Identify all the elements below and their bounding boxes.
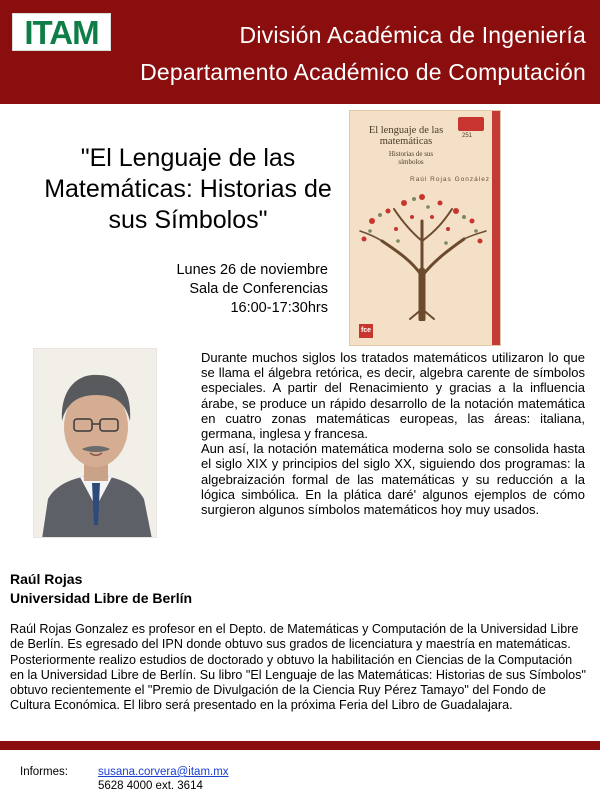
book-series-number: 251 [462, 133, 473, 139]
publisher-logo: fce [359, 324, 373, 338]
book-series-badge [458, 117, 484, 131]
book-author: Raúl Rojas González [410, 176, 491, 183]
speaker-name: Raúl Rojas [10, 571, 83, 587]
contact-label: Informes: [20, 766, 68, 778]
footer-divider [0, 741, 600, 750]
book-spine-stripe [492, 111, 500, 345]
contact-phone: 5628 4000 ext. 3614 [98, 780, 203, 792]
book-subtitle: Historias de sus símbolos [388, 150, 434, 166]
abstract-paragraph-1: Durante muchos siglos los tratados matemáticos utilizaron lo que se llama el álgebra retórica, es decir, algebra carente de símbolos especiales. A partir del Renacimiento y gracias a la influencia árabe, se produce un rápido desarrollo de la notación matemática en cuatro zonas matemáticas europeas, las áreas: italiana, germana, inglesa y francesa. [201, 350, 585, 442]
speaker-bio: Raúl Rojas Gonzalez es profesor en el Depto. de Matemáticas y Computación de la Universidad Libre de Berlín. Es egresado del IPN donde obtuvo sus grados de licenciatura y maestría en matemáticas. Posteriormente realizo estudios de doctorado y obtuvo la habilitación en Ciencias de la Computación en la Universidad Libre de Berlín. Su libro "El Lenguaje de las Matemáticas: Historias de sus Símbolos" obtuvo recientemente el "Premio de Divulgación de la Ciencia Ruy Pérez Tamayo" del Fondo de Cultura Económica. El libro será presentado en la próxima Feria del Libro de Guadalajara. [10, 622, 586, 713]
division-title: División Académica de Ingeniería [239, 22, 586, 48]
talk-title: "El Lenguaje de las Matemáticas: Historias de sus Símbolos" [44, 144, 332, 234]
event-info [150, 261, 328, 318]
book-title: El lenguaje de las matemáticas [368, 125, 444, 147]
department-title: Departamento Académico de Computación [140, 59, 586, 85]
abstract-paragraph-2: Aun así, la notación matemática moderna solo se consolida hasta el siglo XIX y principios del siglo XX, siguiendo dos programas: la algebraización formal de las matemáticas y su reducción a la lógica simbólica. En la plática daré' algunos ejemplos de cómo surgieron algunos símbolos matemáticos hoy muy usados. [201, 441, 585, 518]
event-date: Lunes 26 de noviembre [176, 262, 328, 278]
header-banner [0, 0, 600, 104]
event-time: 16:00-17:30hrs [230, 300, 328, 316]
contact-email-link[interactable]: susana.corvera@itam.mx [98, 766, 229, 778]
speaker-university: Universidad Libre de Berlín [10, 590, 193, 606]
event-venue: Sala de Conferencias [189, 281, 328, 297]
speaker-photo [33, 348, 157, 538]
talk-abstract [201, 350, 585, 517]
itam-logo-text: ITAM [24, 14, 99, 51]
book-cover [349, 110, 501, 346]
tree-illustration [352, 181, 492, 321]
itam-logo[interactable] [12, 13, 111, 51]
speaker-portrait-illustration [34, 349, 157, 538]
